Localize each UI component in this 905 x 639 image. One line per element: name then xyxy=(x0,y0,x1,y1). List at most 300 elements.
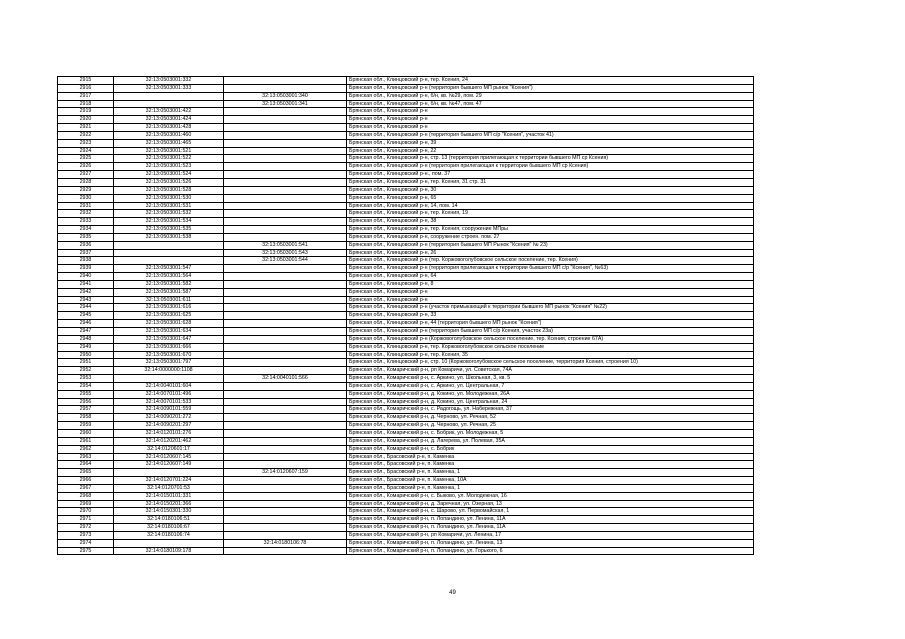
address-cell: Брянская обл., Клинцовский р-н xyxy=(347,116,754,124)
row-number-cell: 2916 xyxy=(58,84,114,92)
address-cell: Брянская обл., Клинцовский р-н, 26 xyxy=(347,249,754,257)
cadastral-number-2-cell xyxy=(224,500,347,508)
cadastral-number-2-cell xyxy=(224,218,347,226)
table-row xyxy=(58,398,754,406)
address-cell: Брянская обл., Клинцовский р-н xyxy=(347,108,754,116)
cadastral-number-2-cell xyxy=(224,398,347,406)
table-row xyxy=(58,469,754,477)
table-row xyxy=(58,461,754,469)
address-cell: Брянская обл., Брасовский р-н, п. Каменка, 1 xyxy=(347,484,754,492)
row-number-cell: 2966 xyxy=(58,477,114,485)
row-number-cell: 2921 xyxy=(58,124,114,132)
table-row xyxy=(58,547,754,555)
address-cell: Брянская обл., Комаричский р-н, д. Заречная, ул. Озерная, 13 xyxy=(347,500,754,508)
row-number-cell: 2927 xyxy=(58,171,114,179)
cadastral-number-cell: 32:14:0150301:330 xyxy=(114,508,224,516)
cadastral-number-2-cell xyxy=(224,226,347,234)
address-cell: Брянская обл., Брасовский р-н, п. Каменка xyxy=(347,453,754,461)
row-number-cell: 2951 xyxy=(58,359,114,367)
cadastral-number-cell: 32:13:0503001:333 xyxy=(114,84,224,92)
table-row xyxy=(58,124,754,132)
row-number-cell: 2934 xyxy=(58,226,114,234)
cadastral-number-2-cell xyxy=(224,116,347,124)
cadastral-number-2-cell xyxy=(224,155,347,163)
row-number-cell: 2974 xyxy=(58,539,114,547)
table-row xyxy=(58,539,754,547)
row-number-cell: 2957 xyxy=(58,406,114,414)
cadastral-number-2-cell xyxy=(224,390,347,398)
cadastral-number-cell: 32:14:0120607:149 xyxy=(114,461,224,469)
row-number-cell: 2963 xyxy=(58,453,114,461)
row-number-cell: 2968 xyxy=(58,492,114,500)
address-cell: Брянская обл., Клинцовский р-н, 65 xyxy=(347,194,754,202)
address-cell: Брянская обл., Клинцовский р-н, 14, пом. 14 xyxy=(347,202,754,210)
cadastral-number-cell: 32:14:0180106:51 xyxy=(114,516,224,524)
row-number-cell: 2954 xyxy=(58,382,114,390)
row-number-cell: 2919 xyxy=(58,108,114,116)
table-row xyxy=(58,171,754,179)
table-row xyxy=(58,524,754,532)
table-row xyxy=(58,265,754,273)
table-row xyxy=(58,163,754,171)
cadastral-number-2-cell xyxy=(224,84,347,92)
address-cell: Брянская обл., Комаричский р-н, п. Лопандино, ул. Ленина, 13 xyxy=(347,539,754,547)
cadastral-number-2-cell xyxy=(224,508,347,516)
cadastral-number-2-cell: 32:14:0180106:78 xyxy=(224,539,347,547)
table-row xyxy=(58,147,754,155)
table-row xyxy=(58,406,754,414)
address-cell: Брянская обл., Комаричский р-н, с. Шарово, ул. Первомайская, 1 xyxy=(347,508,754,516)
table-row xyxy=(58,155,754,163)
address-cell: Брянская обл., Клинцовский р-н (территория бывшего МП рынок "Ксения") xyxy=(347,84,754,92)
cadastral-number-2-cell xyxy=(224,328,347,336)
address-cell: Брянская обл., Клинцовский р-н, 22 xyxy=(347,147,754,155)
row-number-cell: 2935 xyxy=(58,233,114,241)
row-number-cell: 2941 xyxy=(58,280,114,288)
row-number-cell: 2958 xyxy=(58,414,114,422)
table-row xyxy=(58,178,754,186)
address-cell: Брянская обл., Комаричский р-н, д. Кокино, ул. Центральная, 24 xyxy=(347,398,754,406)
row-number-cell: 2959 xyxy=(58,422,114,430)
cadastral-number-2-cell xyxy=(224,163,347,171)
table-row xyxy=(58,335,754,343)
table-row xyxy=(58,226,754,234)
cadastral-number-2-cell xyxy=(224,382,347,390)
cadastral-number-cell xyxy=(114,249,224,257)
row-number-cell: 2936 xyxy=(58,241,114,249)
cadastral-number-cell: 32:13:0503001:535 xyxy=(114,226,224,234)
cadastral-number-2-cell xyxy=(224,531,347,539)
cadastral-number-2-cell xyxy=(224,139,347,147)
table-row xyxy=(58,516,754,524)
table-row xyxy=(58,273,754,281)
table-row xyxy=(58,304,754,312)
address-cell: Брянская обл., Клинцовский р-н (территория прилегающая к территории бывшего МП с/р "Ксения", №63) xyxy=(347,265,754,273)
cadastral-table xyxy=(57,76,754,555)
row-number-cell: 2946 xyxy=(58,320,114,328)
cadastral-number-cell: 32:13:0503001:587 xyxy=(114,288,224,296)
cadastral-number-2-cell xyxy=(224,265,347,273)
cadastral-number-2-cell xyxy=(224,461,347,469)
table-row xyxy=(58,116,754,124)
cadastral-number-cell: 32:13:0503001:670 xyxy=(114,351,224,359)
address-cell: Брянская обл., Клинцовский р-н (территория бывшего МП с/р Ксения, участок 23а) xyxy=(347,328,754,336)
address-cell: Брянская обл., Клинцовский р-н, сооружение строен. пом. 27 xyxy=(347,233,754,241)
cadastral-number-2-cell: 32:14:0040101:566 xyxy=(224,375,347,383)
row-number-cell: 2950 xyxy=(58,351,114,359)
cadastral-number-2-cell xyxy=(224,288,347,296)
cadastral-number-2-cell xyxy=(224,273,347,281)
address-cell: Брянская обл., Брасовский р-н, п. Каменка, 1 xyxy=(347,469,754,477)
cadastral-number-cell: 32:13:0503001:424 xyxy=(114,116,224,124)
table-row xyxy=(58,202,754,210)
table-row xyxy=(58,233,754,241)
row-number-cell: 2964 xyxy=(58,461,114,469)
cadastral-number-cell: 32:13:0503001:647 xyxy=(114,335,224,343)
address-cell: Брянская обл., Клинцовский р-н (Коржовоголубовское сельское поселение, тер. Ксения, строение 67А) xyxy=(347,335,754,343)
address-cell: Брянская обл., Комаричский р-н, д. Черново, ул. Речная, 52 xyxy=(347,414,754,422)
cadastral-number-2-cell xyxy=(224,296,347,304)
cadastral-number-2-cell xyxy=(224,312,347,320)
row-number-cell: 2920 xyxy=(58,116,114,124)
cadastral-number-cell: 32:13:0503001:332 xyxy=(114,77,224,85)
table-row xyxy=(58,320,754,328)
cadastral-number-2-cell xyxy=(224,524,347,532)
row-number-cell: 2925 xyxy=(58,155,114,163)
cadastral-number-cell: 32:13:0503001:526 xyxy=(114,178,224,186)
address-cell: Брянская обл., Комаричский р-н, рп Комаричи, ул. Советская, 74А xyxy=(347,367,754,375)
address-cell: Брянская обл., Клинцовский р-н, б/н, кв. №29, пом. 29 xyxy=(347,92,754,100)
address-cell: Брянская обл., Клинцовский р-н, тер. Ксения, 35 xyxy=(347,351,754,359)
row-number-cell: 2970 xyxy=(58,508,114,516)
cadastral-number-cell: 32:14:0150101:331 xyxy=(114,492,224,500)
table-row xyxy=(58,312,754,320)
table-row xyxy=(58,77,754,85)
address-cell: Брянская обл., Клинцовский р-н, 64 xyxy=(347,273,754,281)
table-row xyxy=(58,186,754,194)
cadastral-number-cell: 32:13:0503001:522 xyxy=(114,155,224,163)
table-row xyxy=(58,422,754,430)
address-cell: Брянская обл., Клинцовский р-н, тер. Ксения, 31 стр. 31 xyxy=(347,178,754,186)
cadastral-number-2-cell xyxy=(224,171,347,179)
address-cell: Брянская обл., Клинцовский р-н, тер. Ксения, 24 xyxy=(347,77,754,85)
cadastral-number-2-cell xyxy=(224,178,347,186)
row-number-cell: 2949 xyxy=(58,343,114,351)
row-number-cell: 2938 xyxy=(58,257,114,265)
cadastral-number-2-cell xyxy=(224,280,347,288)
cadastral-number-cell: 32:13:0503001:616 xyxy=(114,304,224,312)
cadastral-number-cell: 32:13:0503001:634 xyxy=(114,328,224,336)
cadastral-number-cell: 32:14:0180106:67 xyxy=(114,524,224,532)
cadastral-number-cell: 32:13:0503001:531 xyxy=(114,202,224,210)
row-number-cell: 2917 xyxy=(58,92,114,100)
page-number: 49 xyxy=(449,590,456,596)
cadastral-number-2-cell xyxy=(224,108,347,116)
table-row xyxy=(58,100,754,108)
cadastral-number-2-cell xyxy=(224,147,347,155)
cadastral-number-2-cell xyxy=(224,429,347,437)
row-number-cell: 2926 xyxy=(58,163,114,171)
address-cell: Брянская обл., Клинцовский р-н, 38 xyxy=(347,218,754,226)
cadastral-number-cell: 32:13:0503001:465 xyxy=(114,139,224,147)
cadastral-number-cell: 32:14:0120601:17 xyxy=(114,445,224,453)
address-cell: Брянская обл., Клинцовский р-н (территория бывшего МП Рынок "Ксения" № 23) xyxy=(347,241,754,249)
cadastral-number-2-cell xyxy=(224,547,347,555)
table-row xyxy=(58,437,754,445)
cadastral-number-cell: 32:13:0503001:797 xyxy=(114,359,224,367)
table-body xyxy=(58,77,754,555)
cadastral-number-cell: 32:14:0180109:178 xyxy=(114,547,224,555)
cadastral-number-2-cell xyxy=(224,437,347,445)
table-row xyxy=(58,257,754,265)
cadastral-number-cell: 32:13:0503001:532 xyxy=(114,210,224,218)
row-number-cell: 2944 xyxy=(58,304,114,312)
row-number-cell: 2975 xyxy=(58,547,114,555)
row-number-cell: 2939 xyxy=(58,265,114,273)
table-row xyxy=(58,375,754,383)
cadastral-number-cell: 32:14:0180106:74 xyxy=(114,531,224,539)
cadastral-number-2-cell xyxy=(224,124,347,132)
cadastral-number-2-cell: 32:13:0503001:541 xyxy=(224,241,347,249)
table-row xyxy=(58,390,754,398)
cadastral-number-2-cell xyxy=(224,484,347,492)
cadastral-number-2-cell xyxy=(224,194,347,202)
cadastral-number-2-cell xyxy=(224,131,347,139)
cadastral-number-cell xyxy=(114,100,224,108)
row-number-cell: 2969 xyxy=(58,500,114,508)
address-cell: Брянская обл., Клинцовский р-н xyxy=(347,124,754,132)
cadastral-number-cell: 32:13:0503001:530 xyxy=(114,194,224,202)
address-cell: Брянская обл., Комаричский р-н, с. Аркино, ул. Школьная, 3, кв. 5 xyxy=(347,375,754,383)
address-cell: Брянская обл., Комаричский р-н, д. Кокино, ул. Молодежная, 26А xyxy=(347,390,754,398)
address-cell: Брянская обл., Клинцовский р-н, стр. 13 (территория прилегающая к территории бывшего МП ср Ксения) xyxy=(347,155,754,163)
row-number-cell: 2961 xyxy=(58,437,114,445)
table-row xyxy=(58,288,754,296)
table-row xyxy=(58,531,754,539)
table-row xyxy=(58,484,754,492)
cadastral-number-cell: 32:13:0503001:422 xyxy=(114,108,224,116)
row-number-cell: 2945 xyxy=(58,312,114,320)
cadastral-number-cell: 32:14:0040101:604 xyxy=(114,382,224,390)
cadastral-number-2-cell xyxy=(224,202,347,210)
address-cell: Брянская обл., Комаричский р-н, рп Комаричи, ул. Ленина, 17 xyxy=(347,531,754,539)
cadastral-number-cell: 32:13:0503001:534 xyxy=(114,218,224,226)
cadastral-number-cell: 32:13:0503001:582 xyxy=(114,280,224,288)
cadastral-number-cell: 32:14:0090201:272 xyxy=(114,414,224,422)
cadastral-number-cell xyxy=(114,241,224,249)
row-number-cell: 2918 xyxy=(58,100,114,108)
cadastral-number-2-cell xyxy=(224,406,347,414)
cadastral-number-cell: 32:13:0503001:628 xyxy=(114,320,224,328)
address-cell: Брянская обл., Комаричский р-н, д. Черново, ул. Речная, 25 xyxy=(347,422,754,430)
cadastral-number-2-cell xyxy=(224,351,347,359)
address-cell: Брянская обл., Клинцовский р-н xyxy=(347,296,754,304)
cadastral-number-2-cell xyxy=(224,367,347,375)
address-cell: Брянская обл., Клинцовский р-н, б/н, кв. №47, пом. 47 xyxy=(347,100,754,108)
address-cell: Брянская обл., Брасовский р-н, п. Каменка, 10А xyxy=(347,477,754,485)
table-row xyxy=(58,108,754,116)
cadastral-number-cell: 32:14:0090101:559 xyxy=(114,406,224,414)
address-cell: Брянская обл., Клинцовский р-н, тер. Ксения, 19 xyxy=(347,210,754,218)
table-row xyxy=(58,131,754,139)
cadastral-number-2-cell: 32:13:0503001:341 xyxy=(224,100,347,108)
address-cell: Брянская обл., Комаричский р-н, с. Быково, ул. Молодежная, 16 xyxy=(347,492,754,500)
table-row xyxy=(58,328,754,336)
address-cell: Брянская обл., Клинцовский р-н., пом. 37 xyxy=(347,171,754,179)
address-cell: Брянская обл., Клинцовский р-н, стр. 10 (Коржовоголубовское сельское поселение, территория Ксения, строения 10) xyxy=(347,359,754,367)
cadastral-number-cell: 32:14:0070101:533 xyxy=(114,398,224,406)
row-number-cell: 2962 xyxy=(58,445,114,453)
table-row xyxy=(58,210,754,218)
row-number-cell: 2933 xyxy=(58,218,114,226)
cadastral-number-cell: 32:14:0120701:224 xyxy=(114,477,224,485)
cadastral-number-cell: 32:14:0090201:297 xyxy=(114,422,224,430)
table-row xyxy=(58,382,754,390)
table-row xyxy=(58,218,754,226)
row-number-cell: 2923 xyxy=(58,139,114,147)
row-number-cell: 2928 xyxy=(58,178,114,186)
cadastral-number-2-cell: 32:13:0503001:543 xyxy=(224,249,347,257)
address-cell: Брянская обл., Клинцовский р-н, 33 xyxy=(347,312,754,320)
cadastral-number-cell: 32:13:0503001:521 xyxy=(114,147,224,155)
row-number-cell: 2973 xyxy=(58,531,114,539)
row-number-cell: 2952 xyxy=(58,367,114,375)
table-row xyxy=(58,296,754,304)
row-number-cell: 2930 xyxy=(58,194,114,202)
row-number-cell: 2960 xyxy=(58,429,114,437)
cadastral-number-cell: 32:13:0503001:547 xyxy=(114,265,224,273)
address-cell: Брянская обл., Клинцовский р-н, 44 (территория бывшего МП рынок "Ксения") xyxy=(347,320,754,328)
cadastral-number-2-cell xyxy=(224,516,347,524)
address-cell: Брянская обл., Комаричский р-н, п. Лопандино, ул. Ленина, 11А xyxy=(347,516,754,524)
address-cell: Брянская обл., Комаричский р-н, с. Бобрик, ул. Молодежная, 5 xyxy=(347,429,754,437)
row-number-cell: 2915 xyxy=(58,77,114,85)
cadastral-number-cell xyxy=(114,375,224,383)
table-row xyxy=(58,92,754,100)
cadastral-number-2-cell xyxy=(224,414,347,422)
address-cell: Брянская обл., Комаричский р-н, с. Радогощь, ул. Набережная, 37 xyxy=(347,406,754,414)
address-cell: Брянская обл., Клинцовский р-н xyxy=(347,288,754,296)
cadastral-number-cell: 32:13:0503001:625 xyxy=(114,312,224,320)
cadastral-number-cell xyxy=(114,257,224,265)
row-number-cell: 2922 xyxy=(58,131,114,139)
row-number-cell: 2953 xyxy=(58,375,114,383)
table-row xyxy=(58,367,754,375)
cadastral-number-cell: 32:14:0120607:145 xyxy=(114,453,224,461)
table-row xyxy=(58,139,754,147)
row-number-cell: 2929 xyxy=(58,186,114,194)
row-number-cell: 2956 xyxy=(58,398,114,406)
row-number-cell: 2942 xyxy=(58,288,114,296)
cadastral-number-2-cell xyxy=(224,492,347,500)
address-cell: Брянская обл., Клинцовский р-н, тер. Ксения, сооружение МПры xyxy=(347,226,754,234)
row-number-cell: 2967 xyxy=(58,484,114,492)
cadastral-number-cell: 32:13:0503001:666 xyxy=(114,343,224,351)
cadastral-number-cell: 32:14:0120101:276 xyxy=(114,429,224,437)
row-number-cell: 2924 xyxy=(58,147,114,155)
cadastral-number-cell: 32:13:0503001:564 xyxy=(114,273,224,281)
cadastral-number-cell: 32:14:0120701:53 xyxy=(114,484,224,492)
row-number-cell: 2943 xyxy=(58,296,114,304)
cadastral-number-cell: 32:13:0503001:538 xyxy=(114,233,224,241)
row-number-cell: 2955 xyxy=(58,390,114,398)
table-row xyxy=(58,194,754,202)
address-cell: Брянская обл., Клинцовский р-н, 8 xyxy=(347,280,754,288)
address-cell: Брянская обл., Комаричский р-н, с. Бобрик xyxy=(347,445,754,453)
cadastral-number-2-cell xyxy=(224,445,347,453)
cadastral-number-2-cell: 32:13:0503001:544 xyxy=(224,257,347,265)
address-cell: Брянская обл., Комаричский р-н, д. Лагерева, ул. Полевая, 35А xyxy=(347,437,754,445)
row-number-cell: 2932 xyxy=(58,210,114,218)
row-number-cell: 2931 xyxy=(58,202,114,210)
cadastral-number-cell: 32:14:0120201:462 xyxy=(114,437,224,445)
table-row xyxy=(58,492,754,500)
cadastral-number-2-cell xyxy=(224,422,347,430)
row-number-cell: 2940 xyxy=(58,273,114,281)
address-cell: Брянская обл., Комаричский р-н, п. Лопандино, ул. Горького, 6 xyxy=(347,547,754,555)
table-row xyxy=(58,359,754,367)
table-row xyxy=(58,351,754,359)
cadastral-number-2-cell xyxy=(224,453,347,461)
table-row xyxy=(58,500,754,508)
cadastral-number-cell: 32:14:0000000:1108 xyxy=(114,367,224,375)
cadastral-number-cell: 32:13:0503001:524 xyxy=(114,171,224,179)
table-row xyxy=(58,453,754,461)
cadastral-number-2-cell: 32:14:0120607:159 xyxy=(224,469,347,477)
cadastral-number-2-cell xyxy=(224,210,347,218)
cadastral-number-cell xyxy=(114,469,224,477)
row-number-cell: 2947 xyxy=(58,328,114,336)
address-cell: Брянская обл., Клинцовский р-н (тер. Коржовоголубовское сельское поселение, тер. Ксения) xyxy=(347,257,754,265)
row-number-cell: 2971 xyxy=(58,516,114,524)
table-row xyxy=(58,508,754,516)
table-row xyxy=(58,429,754,437)
address-cell: Брянская обл., Клинцовский р-н, 30 xyxy=(347,186,754,194)
table-row xyxy=(58,249,754,257)
row-number-cell: 2972 xyxy=(58,524,114,532)
cadastral-number-cell: 32:13:0503001:460 xyxy=(114,131,224,139)
cadastral-number-2-cell xyxy=(224,77,347,85)
cadastral-number-2-cell xyxy=(224,335,347,343)
address-cell: Брянская обл., Клинцовский р-н, тер. Коржовоголубовское сельское поселение xyxy=(347,343,754,351)
address-cell: Брянская обл., Клинцовский р-н (участок примыкающий к территории бывшего МП рынок "Ксения" №22) xyxy=(347,304,754,312)
cadastral-number-2-cell: 32:13:0503001:340 xyxy=(224,92,347,100)
cadastral-number-2-cell xyxy=(224,186,347,194)
cadastral-number-2-cell xyxy=(224,233,347,241)
cadastral-number-cell: 32:13:0503001:528 xyxy=(114,186,224,194)
table-row xyxy=(58,414,754,422)
cadastral-number-2-cell xyxy=(224,343,347,351)
table-row xyxy=(58,241,754,249)
row-number-cell: 2948 xyxy=(58,335,114,343)
cadastral-number-cell: 32:13:0503001:523 xyxy=(114,163,224,171)
cadastral-number-2-cell xyxy=(224,477,347,485)
row-number-cell: 2937 xyxy=(58,249,114,257)
table-row xyxy=(58,84,754,92)
address-cell: Брянская обл., Комаричский р-н, с. Аркино, ул. Центральная, 7 xyxy=(347,382,754,390)
table-row xyxy=(58,343,754,351)
cadastral-number-2-cell xyxy=(224,304,347,312)
cadastral-number-cell: 32:14:0150201:366 xyxy=(114,500,224,508)
address-cell: Брянская обл., Клинцовский р-н, 39 xyxy=(347,139,754,147)
cadastral-number-cell: 32:13:0503001:428 xyxy=(114,124,224,132)
table-row xyxy=(58,477,754,485)
cadastral-number-2-cell xyxy=(224,359,347,367)
address-cell: Брянская обл., Клинцовский р-н (территория бывшего МП с/р "Ксения", участок 41) xyxy=(347,131,754,139)
cadastral-number-cell xyxy=(114,92,224,100)
address-cell: Брянская обл., Брасовский р-н, п. Каменка xyxy=(347,461,754,469)
row-number-cell: 2965 xyxy=(58,469,114,477)
